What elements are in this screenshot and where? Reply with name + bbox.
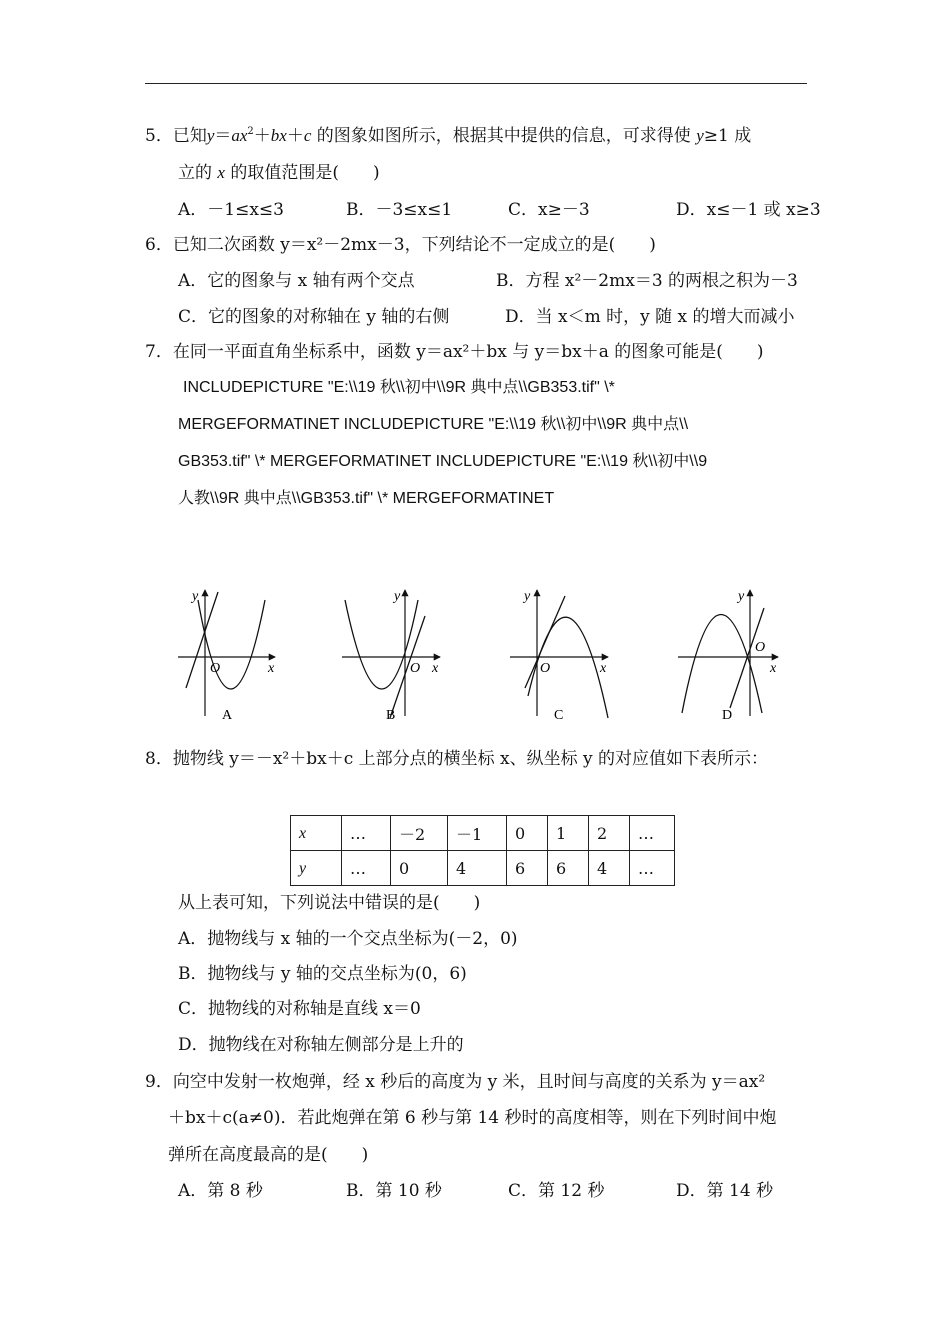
q6-option-a: A．它的图象与 x 轴有两个交点: [178, 271, 415, 291]
graph-c-y-label: y: [524, 589, 531, 604]
q6-option-d: D．当 x＜m 时，y 随 x 的增大而减小: [505, 307, 795, 327]
table-cell: 6: [507, 851, 548, 886]
graph-a-y-label: y: [192, 589, 199, 604]
table-cell: …: [630, 851, 675, 886]
q6-option-b: B．方程 x²－2mx＝3 的两根之积为－3: [496, 271, 798, 291]
q7-field-code-line3: GB353.tif" \* MERGEFORMATINET INCLUDEPICTURE "E:\\19 秋\\初中\\9: [178, 453, 708, 470]
q9-stem-line3: 弹所在高度最高的是( ): [168, 1145, 369, 1165]
table-cell: －1: [448, 816, 507, 851]
graph-b: [342, 589, 440, 723]
graph-a: [178, 589, 275, 723]
graph-b-origin-label: O: [410, 661, 421, 676]
q9-option-b: B．第 10 秒: [346, 1181, 442, 1201]
q9-stem-line1: 9．向空中发射一枚炮弹，经 x 秒后的高度为 y 米，且时间与高度的关系为 y＝ax²: [145, 1072, 766, 1092]
q8-after-table: 从上表可知，下列说法中错误的是( ): [178, 893, 481, 913]
q5-option-b: B．－3≤x≤1: [346, 200, 453, 220]
graph-d-x-label: x: [770, 661, 777, 676]
table-cell: 4: [589, 851, 630, 886]
q9-option-c: C．第 12 秒: [508, 1181, 605, 1201]
table-row: [291, 816, 675, 851]
graph-d-y-label: y: [738, 589, 745, 604]
graph-a-origin-label: O: [210, 661, 221, 676]
table-cell: …: [342, 816, 391, 851]
q8-option-d: D．抛物线在对称轴左侧部分是上升的: [178, 1035, 464, 1055]
graph-d-origin-label: O: [755, 640, 766, 655]
q5-option-a: A．－1≤x≤3: [178, 200, 284, 220]
q7-field-code-line2: MERGEFORMATINET INCLUDEPICTURE "E:\\19 秋\\初中\\9R 典中点\\: [178, 416, 689, 433]
q9-option-d: D．第 14 秒: [676, 1181, 774, 1201]
q7-field-code-line4: 人教\\9R 典中点\\GB353.tif" \* MERGEFORMATINET: [178, 490, 555, 507]
graph-b-parabola: [345, 600, 421, 689]
graph-b-y-label: y: [394, 589, 401, 604]
q5-option-c: C．x≥－3: [508, 200, 590, 220]
q8-option-b: B．抛物线与 y 轴的交点坐标为(0，6): [178, 964, 467, 984]
q8-option-c: C．抛物线的对称轴是直线 x＝0: [178, 999, 421, 1019]
table-cell: 4: [448, 851, 507, 886]
table-cell: …: [342, 851, 391, 886]
table-cell: 0: [507, 816, 548, 851]
graph-a-x-label: x: [268, 661, 275, 676]
table-cell: x: [299, 825, 307, 842]
graph-c: [510, 589, 608, 723]
graph-c-x-label: x: [600, 661, 607, 676]
table-cell: …: [630, 816, 675, 851]
graph-b-caption: B: [386, 708, 396, 723]
q9-option-a: A．第 8 秒: [178, 1181, 263, 1201]
table-cell: 2: [589, 816, 630, 851]
q7-stem: 7．在同一平面直角坐标系中，函数 y＝ax²＋bx 与 y＝bx＋a 的图象可能是( ): [145, 342, 764, 362]
table-cell: －2: [391, 816, 448, 851]
table-cell: 1: [548, 816, 589, 851]
q7-graphs-figure: [160, 578, 800, 728]
graph-c-caption: C: [554, 708, 564, 723]
graph-c-origin-label: O: [540, 661, 551, 676]
graph-a-caption: A: [222, 708, 233, 723]
table-row: [291, 851, 675, 886]
table-cell: y: [299, 860, 307, 877]
header-rule: [145, 83, 807, 84]
q5-option-d: D．x≤－1 或 x≥3: [676, 200, 821, 220]
q5-stem-line2: 立的 x 的取值范围是( ): [178, 163, 380, 183]
graph-a-parabola: [198, 600, 265, 689]
q5-stem-line1: 5．已知$y=ax^2+bx+c$ 的图象如图所示，根据其中提供的信息，可求得使 y≥1 成: [145, 126, 752, 146]
graph-d-caption: D: [722, 708, 733, 723]
q8-option-a: A．抛物线与 x 轴的一个交点坐标为(－2，0): [178, 929, 518, 949]
q9-stem-line2: ＋bx＋c(a≠0)．若此炮弹在第 6 秒与第 14 秒时的高度相等，则在下列时间中炮: [168, 1108, 777, 1128]
q8-stem: 8．抛物线 y＝－x²＋bx＋c 上部分点的横坐标 x、纵坐标 y 的对应值如下表所示：: [145, 749, 769, 769]
table-cell: 0: [391, 851, 448, 886]
q7-field-code-line1: INCLUDEPICTURE "E:\\19 秋\\初中\\9R 典中点\\GB353.tif" \*: [183, 379, 615, 396]
graph-d-line: [730, 608, 764, 708]
q6-option-c: C．它的图象的对称轴在 y 轴的右侧: [178, 307, 450, 327]
graph-b-x-label: x: [432, 661, 439, 676]
q6-stem: 6．已知二次函数 y＝x²－2mx－3，下列结论不一定成立的是( ): [145, 235, 656, 255]
graph-d: [678, 589, 778, 723]
table-cell: 6: [548, 851, 589, 886]
q8-value-table: [290, 815, 675, 886]
